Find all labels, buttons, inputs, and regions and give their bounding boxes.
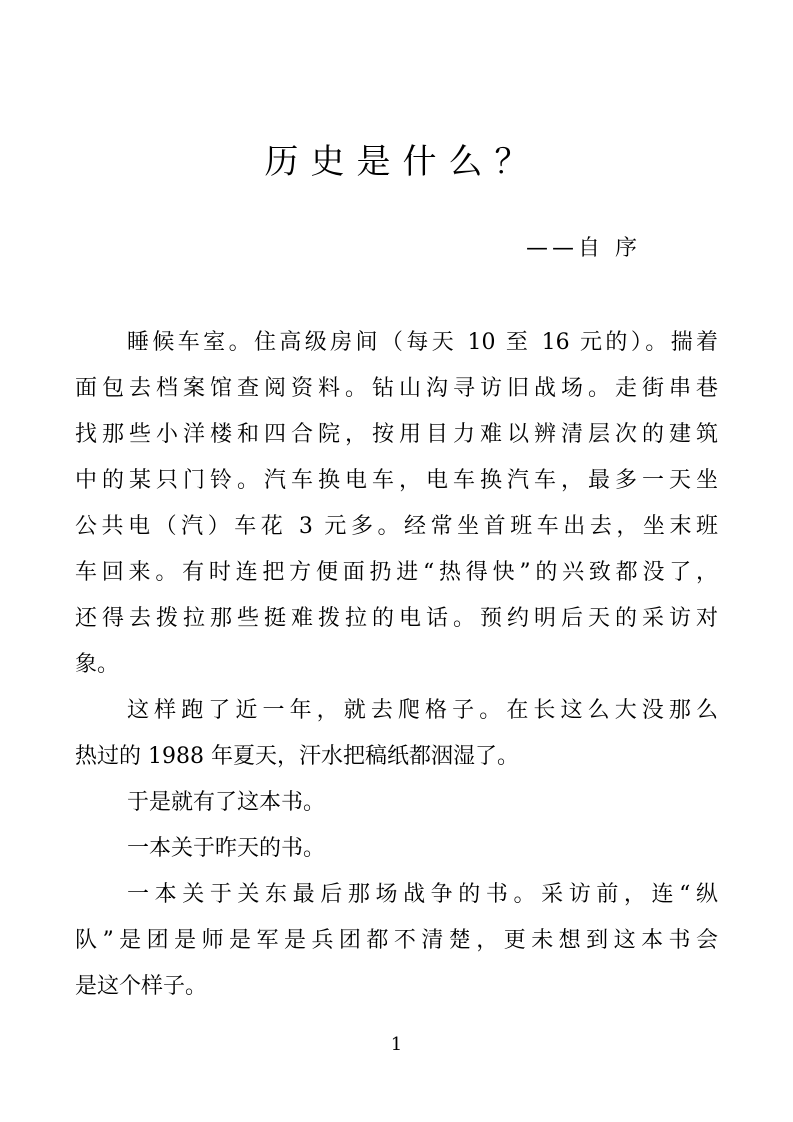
text-line: 还得去拨拉那些挺难拨拉的电话。预约明后天的采访对 <box>75 606 718 631</box>
text-line: 于是就有了这本书。 <box>127 790 326 815</box>
page-number: 1 <box>390 1034 403 1055</box>
text-line: 是这个样子。 <box>75 974 208 999</box>
text-line: 睡候车室。住高级房间（每天 10 至 16 元的）。揣着 <box>127 330 718 355</box>
paragraph <box>75 826 718 872</box>
paragraph <box>75 688 718 780</box>
text-line: 队”是团是师是军是兵团都不清楚，更未想到这本书会 <box>75 928 718 953</box>
text-line: 中的某只门铃。汽车换电车，电车换汽车，最多一天坐 <box>75 468 718 493</box>
text-line: 一本关于昨天的书。 <box>127 836 326 861</box>
text-line: 这样跑了近一年，就去爬格子。在长这么大没那么 <box>127 698 718 723</box>
text-line: 找那些小洋楼和四合院，按用目力难以辨清层次的建筑 <box>75 422 718 447</box>
paragraph <box>75 320 718 688</box>
text-line: 热过的 1988 年夏天，汗水把稿纸都洇湿了。 <box>75 744 519 769</box>
text-line: 面包去档案馆查阅资料。钻山沟寻访旧战场。走街串巷 <box>75 376 718 401</box>
text-line: 车回来。有时连把方便面扔进“热得快”的兴致都没了， <box>75 560 718 585</box>
paragraph <box>75 872 718 1010</box>
text-line: 公共电（汽）车花 3 元多。经常坐首班车出去，坐末班 <box>75 514 718 539</box>
page-title: 历史是什么？ <box>264 142 541 182</box>
body-text <box>75 320 718 1010</box>
paragraph <box>75 780 718 826</box>
text-line: 象。 <box>75 652 120 677</box>
text-line: 一本关于关东最后那场战争的书。采访前，连“纵 <box>127 882 718 907</box>
page-subtitle: ——自 序 <box>526 236 641 261</box>
